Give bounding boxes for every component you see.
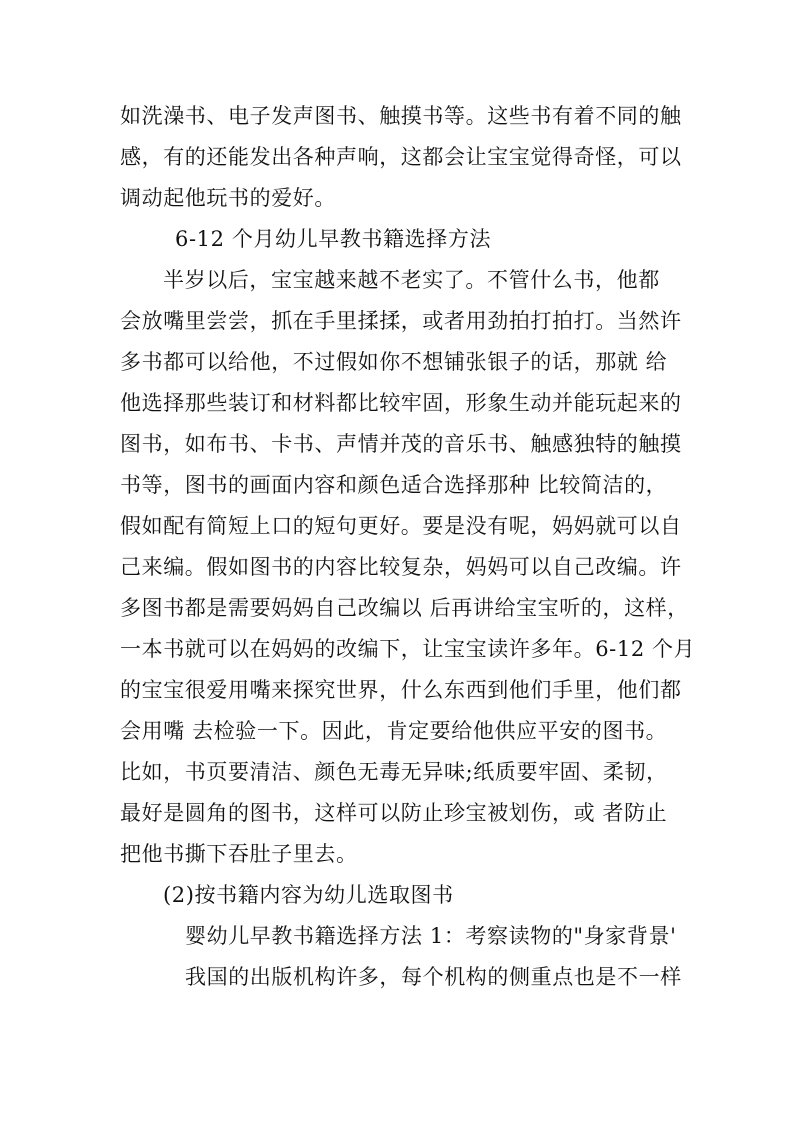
text-line: 把他书撕下吞肚子里去。 — [120, 842, 358, 866]
text-line: 我国的出版机构许多，每个机构的侧重点也是不一样 — [185, 965, 682, 989]
text-line: 感，有的还能发出各种声响，这都会让宝宝觉得奇怪，可以 — [120, 145, 682, 169]
text-line: 半岁以后，宝宝越来越不老实了。不管什么书，他都 — [163, 268, 660, 292]
text-line: 比如，书页要清洁、颜色无毒无异味;纸质要牢固、柔韧， — [120, 760, 668, 784]
text-line: 会用嘴 去检验一下。因此，肯定要给他供应平安的图书。 — [120, 719, 668, 743]
text-line: 会放嘴里尝尝，抓在手里揉揉，或者用劲拍打拍打。当然许 — [120, 309, 682, 333]
text-line: 多书都可以给他，不过假如你不想铺张银子的话，那就 给 — [120, 350, 668, 374]
section-heading: 6-12 个月幼儿早教书籍选择方法 — [175, 227, 492, 251]
text-line: 如洗澡书、电子发声图书、触摸书等。这些书有着不同的触 — [120, 104, 682, 128]
text-line: 一本书就可以在妈妈的改编下，让宝宝读许多年。6-12 个月 — [120, 637, 696, 661]
section-heading: (2)按书籍内容为幼儿选取图书 — [163, 883, 454, 907]
text-line: 婴幼儿早教书籍选择方法 1：考察读物的"身家背景' — [185, 924, 677, 948]
text-line: 书等，图书的画面内容和颜色适合选择那种 比较简洁的， — [120, 473, 668, 497]
text-line: 最好是圆角的图书，这样可以防止珍宝被划伤，或 者防止 — [120, 801, 668, 825]
text-line: 多图书都是需要妈妈自己改编以 后再讲给宝宝听的，这样， — [120, 596, 689, 620]
text-line: 假如配有简短上口的短句更好。要是没有呢，妈妈就可以自 — [120, 514, 682, 538]
text-line: 他选择那些装订和材料都比较牢固，形象生动并能玩起来的 — [120, 391, 682, 415]
text-line: 图书，如布书、卡书、声情并茂的音乐书、触感独特的触摸 — [120, 432, 682, 456]
text-line: 己来编。假如图书的内容比较复杂，妈妈可以自己改编。许 — [120, 555, 682, 579]
text-line: 调动起他玩书的爱好。 — [120, 186, 336, 210]
text-line: 的宝宝很爱用嘴来探究世界，什么东西到他们手里，他们都 — [120, 678, 682, 702]
